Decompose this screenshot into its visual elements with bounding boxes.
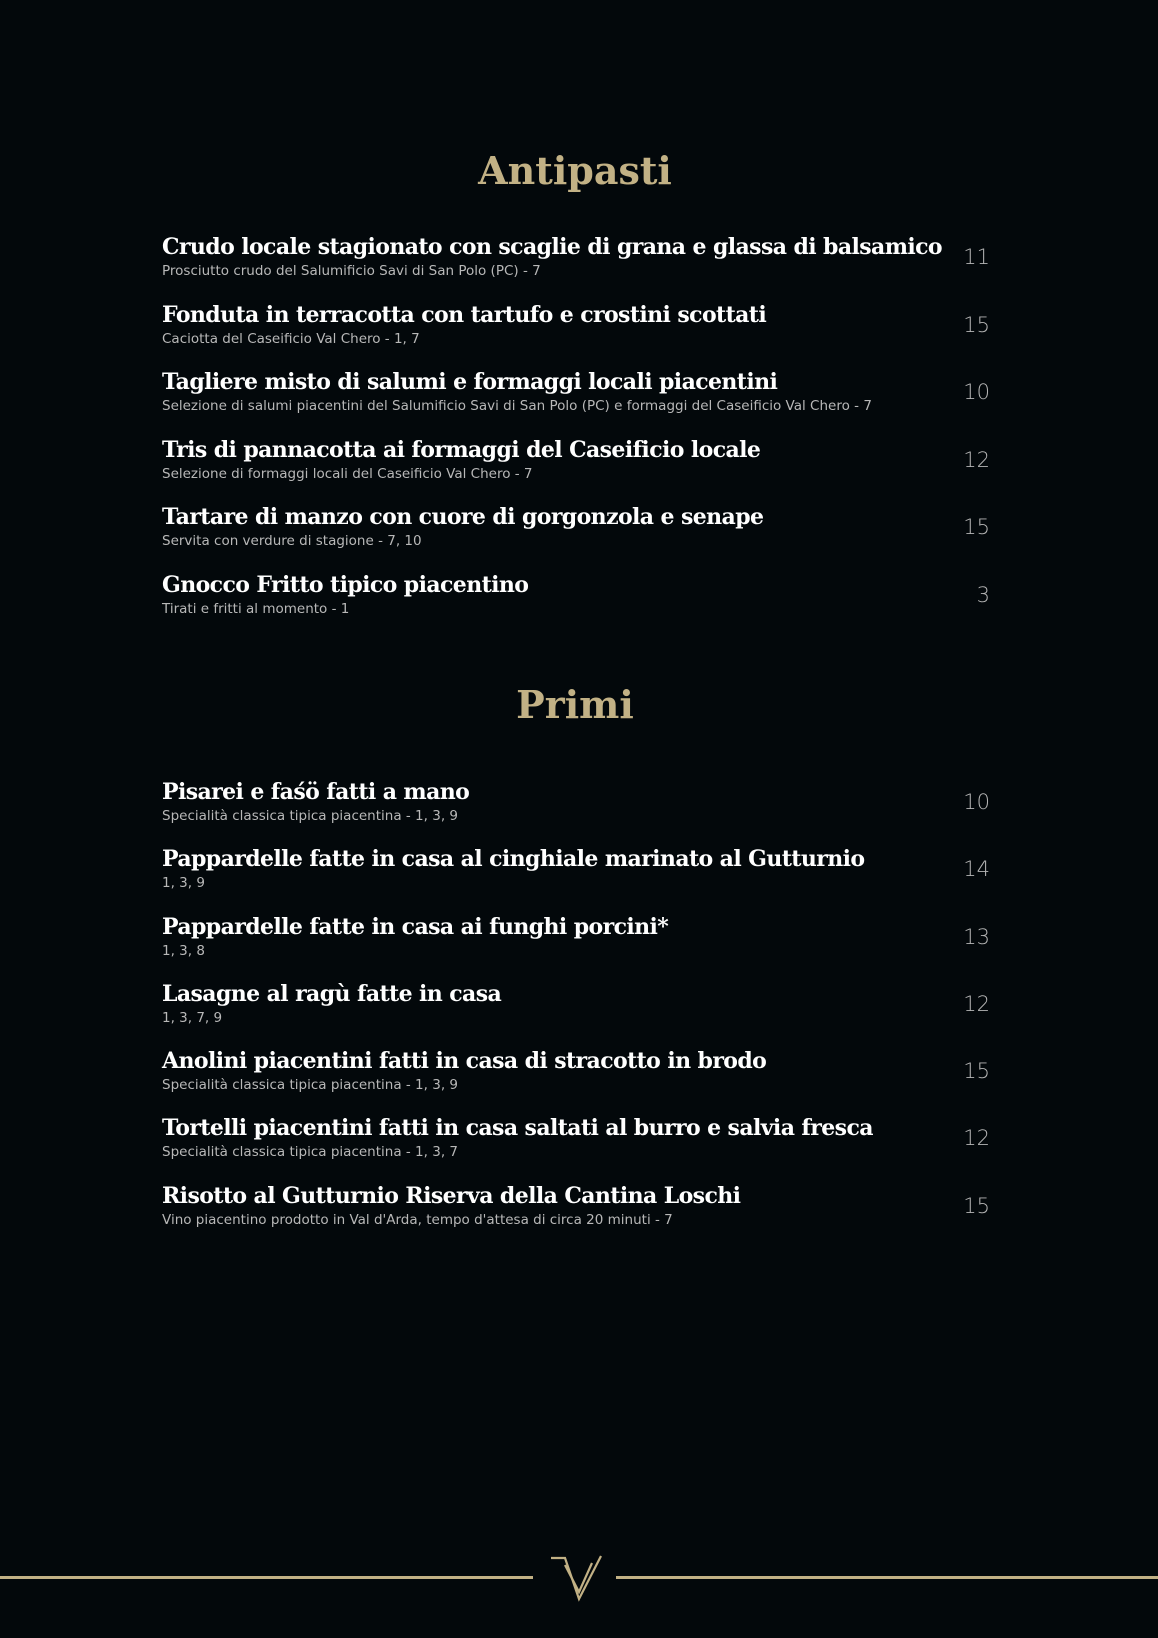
menu-item: [162, 436, 990, 504]
item-name: Crudo locale stagionato con scaglie di grana e glassa di balsamico: [162, 234, 942, 260]
item-description: Specialità classica tipica piacentina - 1, 3, 7: [162, 1144, 458, 1161]
item-description: Tirati e fritti al momento - 1: [162, 600, 350, 617]
logo-icon: [550, 1555, 606, 1603]
section-title-antipasti: Antipasti: [478, 148, 672, 193]
item-description: Prosciutto crudo del Salumificio Savi di San Polo (PC) - 7: [162, 263, 541, 279]
item-name: Risotto al Gutturnio Riserva della Cantina Loschi: [162, 1182, 741, 1209]
item-name: Tartare di manzo con cuore di gorgonzola e senape: [162, 504, 764, 530]
section-title-primi: Primi: [516, 682, 634, 727]
item-name: Pappardelle fatte in casa ai funghi porcini*: [162, 913, 669, 940]
item-description: 1, 3, 7, 9: [162, 1009, 223, 1026]
item-description: Selezione di formaggi locali del Caseificio Val Chero - 7: [162, 465, 533, 482]
footer-rule-right: [616, 1576, 1158, 1579]
item-description: Caciotta del Caseificio Val Chero - 1, 7: [162, 330, 420, 347]
menu-item: [162, 233, 990, 301]
item-price: 10: [963, 380, 990, 404]
item-price: 15: [963, 312, 990, 337]
menu-item: [162, 1182, 990, 1249]
menu-item: [162, 980, 990, 1047]
item-name: Anolini piacentini fatti in casa di stracotto in brodo: [162, 1048, 767, 1075]
item-name: Pisarei e faśö fatti a mano: [162, 779, 470, 805]
item-description: Specialità classica tipica piacentina - 1, 3, 9: [162, 808, 458, 824]
item-name: Gnocco Fritto tipico piacentino: [162, 571, 529, 598]
item-price: 11: [963, 245, 990, 269]
item-price: 15: [963, 1059, 990, 1084]
item-price: 12: [963, 1126, 990, 1151]
item-name: Tris di pannacotta ai formaggi del Caseificio locale: [162, 436, 761, 463]
item-price: 10: [963, 790, 990, 814]
menu-item: [162, 301, 990, 369]
item-name: Tagliere misto di salumi e formaggi locali piacentini: [162, 369, 778, 395]
menu-item: [162, 845, 990, 912]
footer-rule-left: [0, 1576, 533, 1579]
item-description: 1, 3, 8: [162, 942, 205, 959]
menu-item: [162, 571, 990, 639]
antipasti-list: [162, 233, 990, 638]
item-price: 13: [963, 924, 990, 949]
menu-item: [162, 1047, 990, 1114]
item-price: 15: [963, 515, 990, 539]
menu-item: [162, 778, 990, 845]
menu-item: [162, 503, 990, 571]
item-price: 15: [963, 1193, 990, 1218]
item-name: Lasagne al ragù fatte in casa: [162, 980, 502, 1007]
item-description: Selezione di salumi piacentini del Salumificio Savi di San Polo (PC) e formaggi del Caseificio Val Chero - 7: [162, 398, 872, 414]
menu-item: [162, 368, 990, 436]
item-description: 1, 3, 9: [162, 875, 205, 892]
item-description: Specialità classica tipica piacentina - 1, 3, 9: [162, 1077, 458, 1094]
item-description: Vino piacentino prodotto in Val d'Arda, tempo d'attesa di circa 20 minuti - 7: [162, 1211, 673, 1228]
item-price: 14: [963, 857, 990, 882]
menu-item: [162, 913, 990, 980]
item-price: 12: [963, 447, 990, 472]
item-name: Pappardelle fatte in casa al cinghiale marinato al Gutturnio: [162, 846, 865, 873]
item-name: Tortelli piacentini fatti in casa saltati al burro e salvia fresca: [162, 1115, 873, 1142]
item-name: Fonduta in terracotta con tartufo e crostini scottati: [162, 301, 767, 328]
item-description: Servita con verdure di stagione - 7, 10: [162, 533, 422, 549]
menu-item: [162, 1114, 990, 1181]
item-price: 12: [963, 991, 990, 1016]
primi-list: [162, 778, 990, 1249]
item-price: 3: [976, 582, 990, 607]
